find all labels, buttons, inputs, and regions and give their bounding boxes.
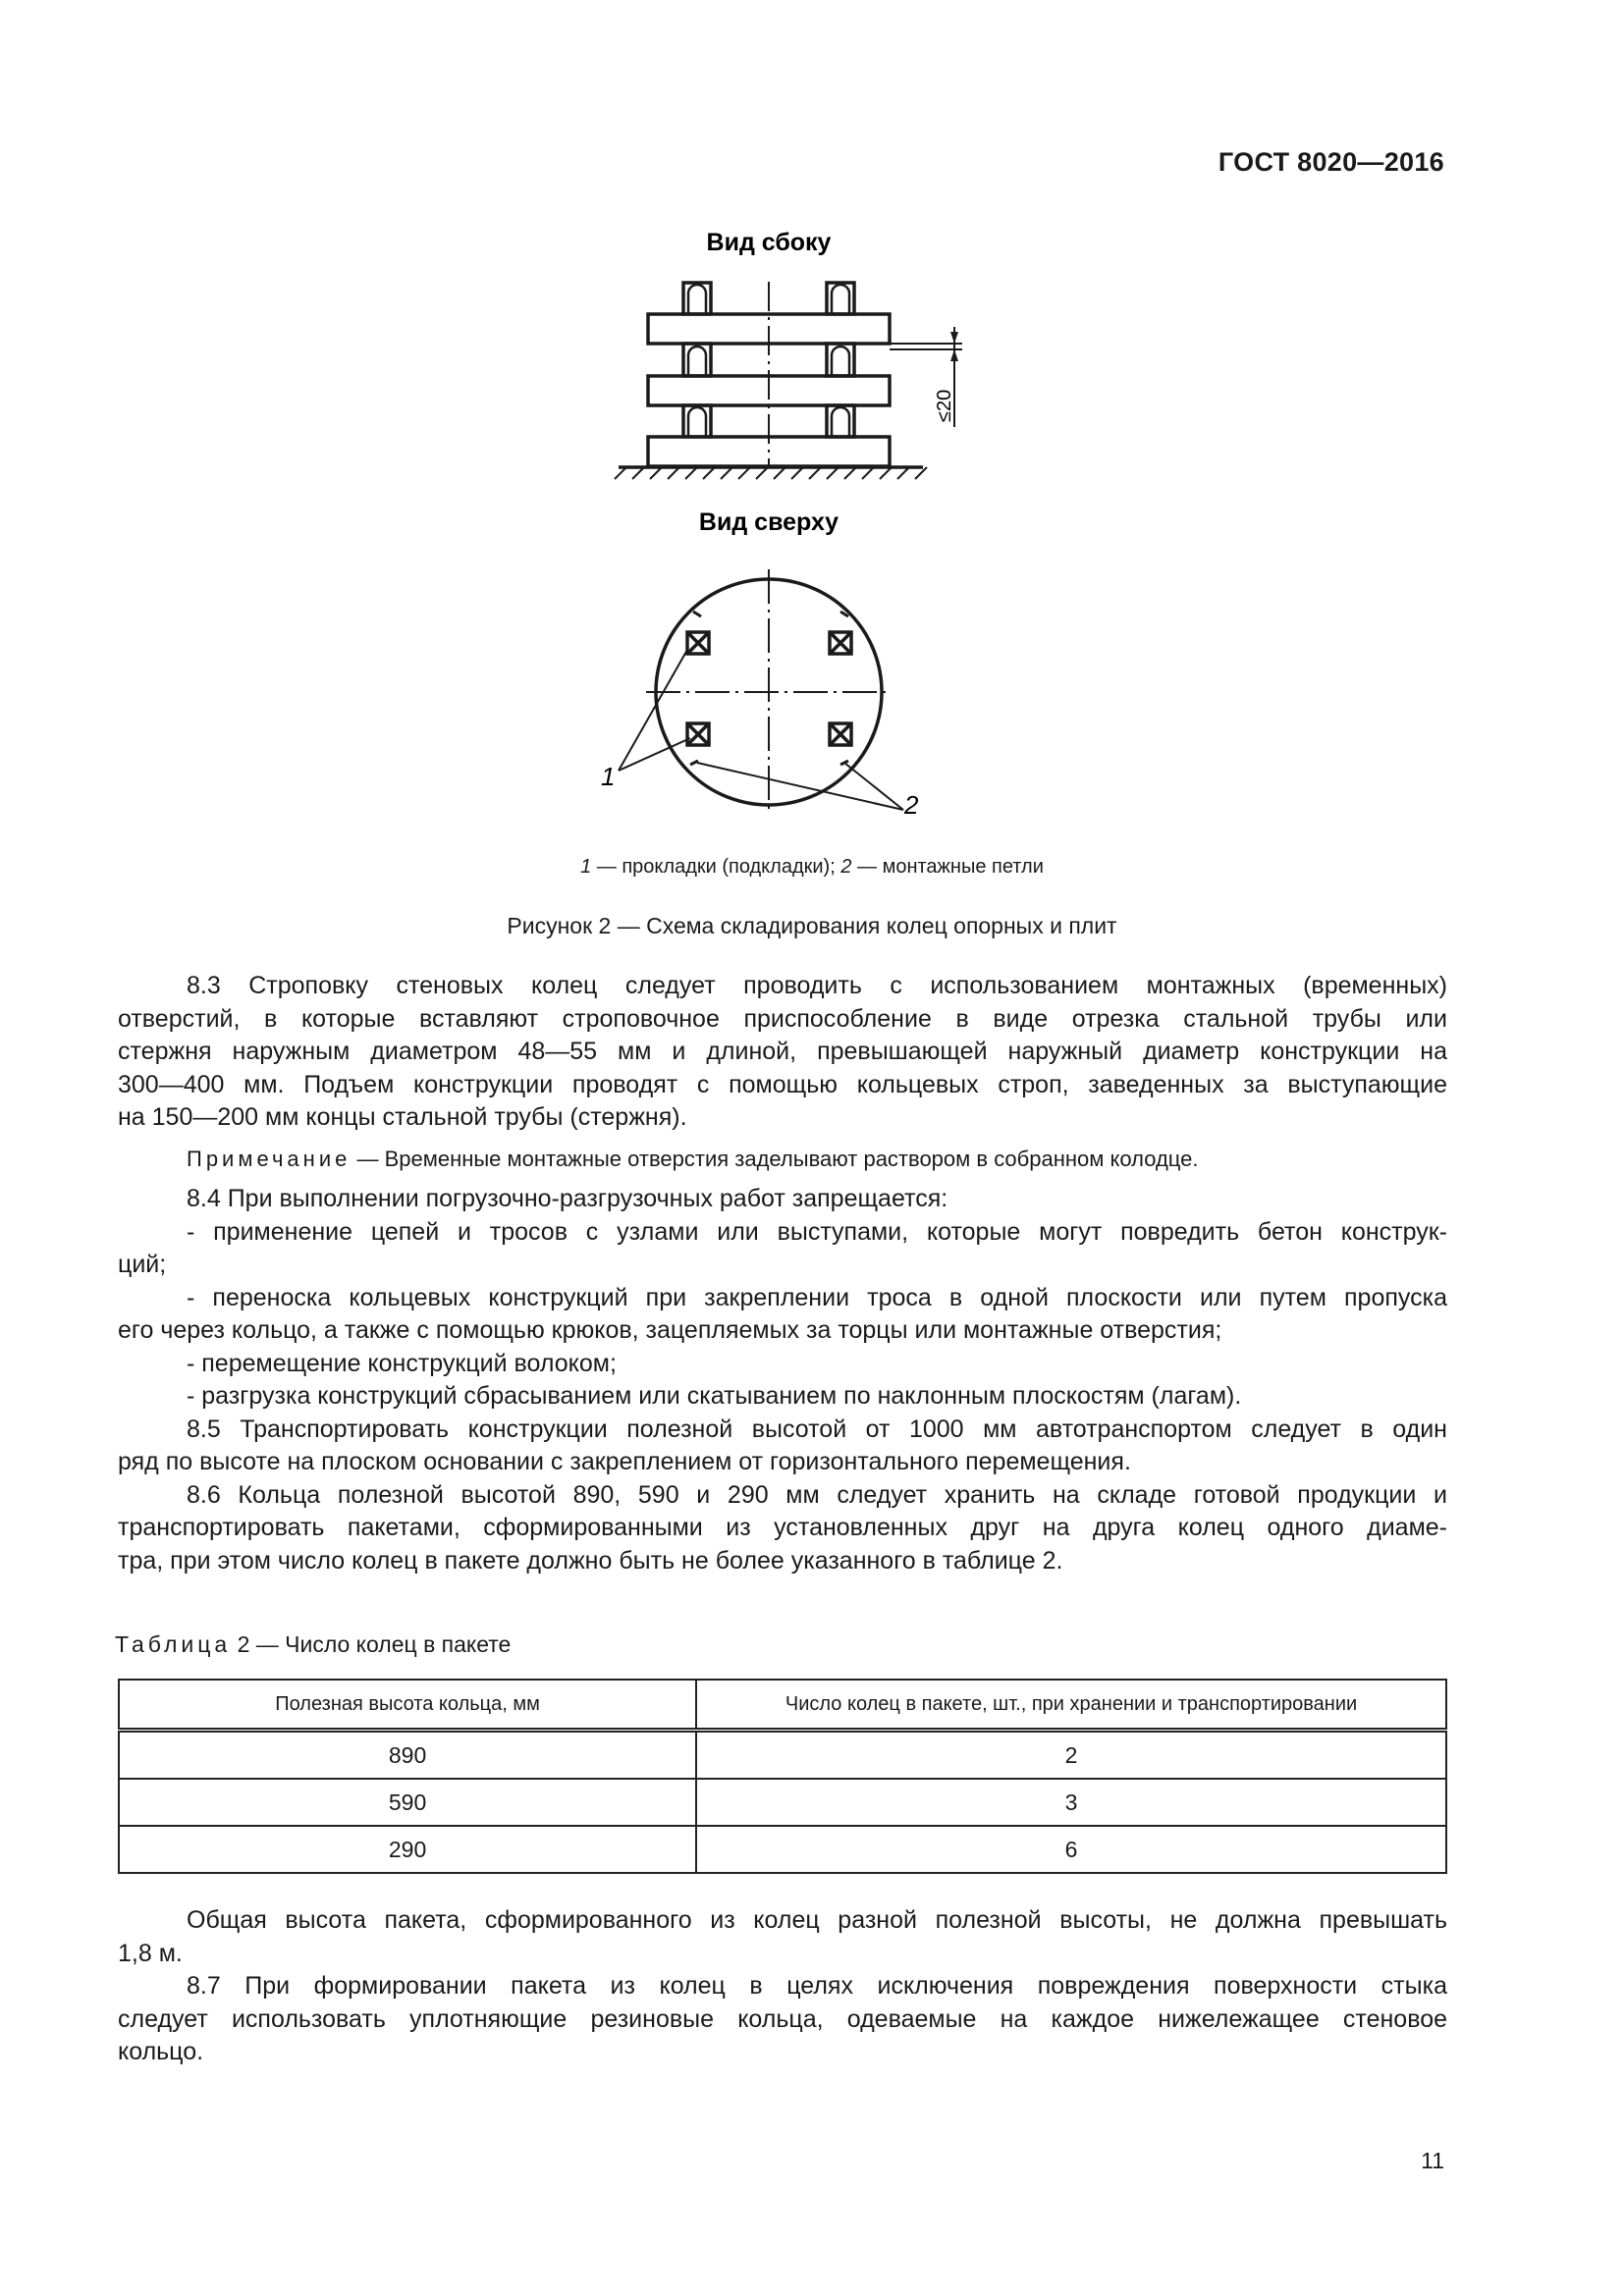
- table-cell: 3: [696, 1779, 1446, 1826]
- note: Примечание — Временные монтажные отверстия заделывают раствором в собранном колодце.: [187, 1146, 1199, 1171]
- list-item: его через кольцо, а также с помощью крюков, зацепляемых за торцы или монтажные отверстия;: [118, 1316, 1222, 1344]
- table-cell: 2: [696, 1731, 1446, 1780]
- view-side-title: Вид сбоку: [706, 229, 832, 256]
- p83-line: отверстий, в которые вставляют строповочное приспособление в виде отрезка стальной трубы или: [118, 1004, 1447, 1033]
- p86-line: 8.6 Кольца полезной высотой 890, 590 и 290 мм следует хранить на складе готовой продукции и: [187, 1480, 1447, 1509]
- list-item: - применение цепей и тросов с узлами или выступами, которые могут повредить бетон конструк-: [187, 1217, 1447, 1246]
- p87-line: следует использовать уплотняющие резиновые кольца, одеваемые на каждое нижележащее стеновое: [118, 2004, 1447, 2033]
- p85-line: ряд по высоте на плоском основании с закреплением от горизонтального перемещения.: [118, 1448, 1131, 1475]
- figure-legend: 1 — прокладки (подкладки); 2 — монтажные петли: [580, 856, 1044, 878]
- page-number: 11: [1421, 2148, 1444, 2173]
- list-item: ций;: [118, 1251, 167, 1278]
- p87-line: 8.7 При формировании пакета из колец в целях исключения повреждения поверхности стыка: [187, 1972, 1447, 2000]
- table-cell: 6: [696, 1826, 1446, 1873]
- body-text: [118, 970, 1447, 1577]
- p83-line: 300—400 мм. Подъем конструкции проводят с помощью кольцевых строп, заведенных за выступающие: [118, 1070, 1447, 1098]
- callout-1: 1: [601, 762, 616, 791]
- table-cell: 890: [119, 1731, 696, 1780]
- closing-text: [118, 1904, 1447, 2069]
- dimension-label: ≤20: [934, 389, 955, 422]
- list-item: - разгрузка конструкций сбрасыванием или скатыванием по наклонным плоскостям (лагам).: [187, 1382, 1242, 1410]
- p86-line: транспортировать пакетами, сформированными из установленных друг на друга колец одного диаме-: [118, 1514, 1447, 1541]
- table-2: [118, 1679, 1447, 1874]
- list-item: - перемещение конструкций волоком;: [187, 1349, 617, 1377]
- callout-2: 2: [904, 790, 919, 820]
- table-cell: 590: [119, 1779, 696, 1826]
- table-header-cell: Полезная высота кольца, мм: [119, 1680, 696, 1731]
- table-header-cell: Число колец в пакете, шт., при хранении и транспортировании: [696, 1680, 1446, 1731]
- p83-line: стержня наружным диаметром 48—55 мм и длиной, превышающей наружный диаметр конструкции на: [118, 1038, 1447, 1065]
- storage-scheme-figure: [550, 221, 1100, 849]
- table-row: [119, 1779, 1446, 1826]
- p83-line: на 150—200 мм концы стальной трубы (стержня).: [118, 1103, 687, 1131]
- p84: 8.4 При выполнении погрузочно-разгрузочных работ запрещается:: [187, 1185, 948, 1212]
- table-label: Таблица 2 — Число колец в пакете: [115, 1631, 512, 1657]
- list-item: - переноска кольцевых конструкций при закреплении троса в одной плоскости или путем пропуска: [187, 1283, 1447, 1311]
- view-top-title: Вид сверху: [698, 508, 839, 536]
- p86-line: тра, при этом число колец в пакете должно быть не более указанного в таблице 2.: [118, 1546, 1063, 1575]
- table-cell: 290: [119, 1826, 696, 1873]
- paragraph-line: 1,8 м.: [118, 1939, 183, 1967]
- p87-line: кольцо.: [118, 2038, 204, 2065]
- table-row: [119, 1826, 1446, 1873]
- paragraph-line: Общая высота пакета, сформированного из колец разной полезной высоты, не должна превышать: [187, 1906, 1447, 1934]
- figure-caption: Рисунок 2 — Схема складирования колец опорных и плит: [507, 913, 1117, 938]
- p83-line: 8.3 Строповку стеновых колец следует проводить с использованием монтажных (временных): [187, 972, 1447, 999]
- p85-line: 8.5 Транспортировать конструкции полезной высотой от 1000 мм автотранспортом следует в один: [187, 1415, 1447, 1443]
- standard-header: ГОСТ 8020—2016: [1218, 147, 1444, 177]
- table-row: [119, 1731, 1446, 1780]
